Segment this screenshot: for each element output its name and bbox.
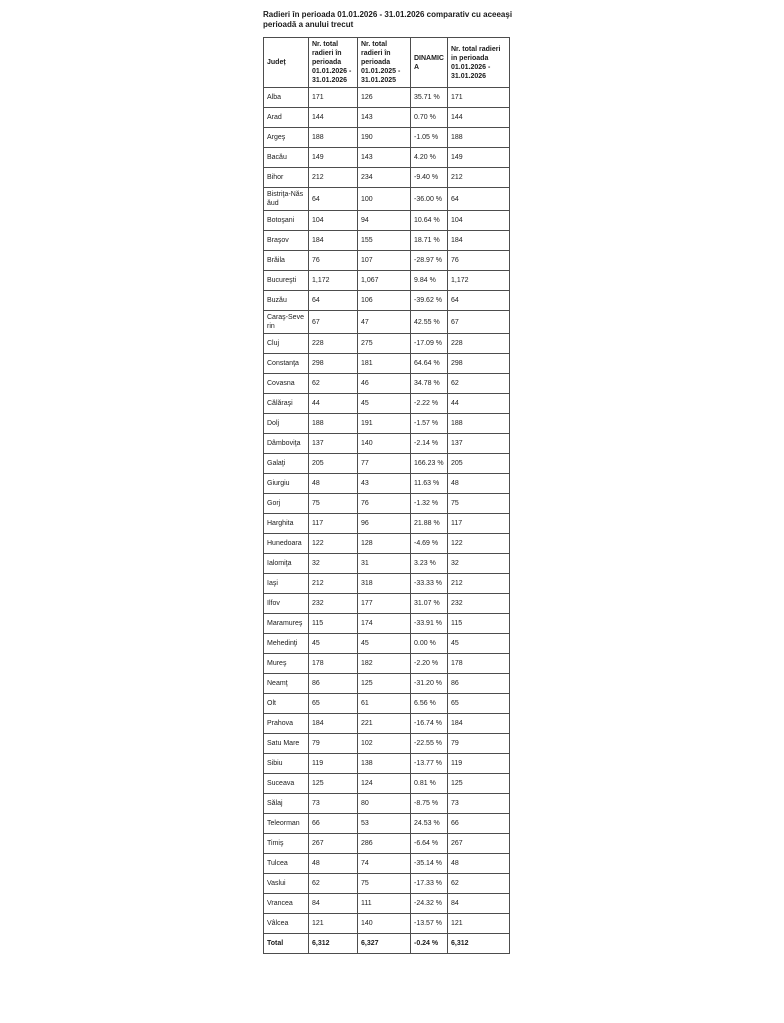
value-cell: 84 <box>309 894 358 914</box>
value-cell: 4.20 % <box>411 148 448 168</box>
value-cell: 184 <box>309 231 358 251</box>
column-header-1: Nr. total radieri în perioada 01.01.2026 - 31.01.2026 <box>309 38 358 88</box>
table-row <box>264 814 510 834</box>
value-cell: 188 <box>448 128 510 148</box>
table-row <box>264 874 510 894</box>
county-cell: Cluj <box>264 334 309 354</box>
value-cell: 64.64 % <box>411 354 448 374</box>
value-cell: 178 <box>448 654 510 674</box>
value-cell: -33.91 % <box>411 614 448 634</box>
value-cell: 6,312 <box>448 934 510 954</box>
value-cell: 66 <box>448 814 510 834</box>
value-cell: 66 <box>309 814 358 834</box>
county-cell: Vâlcea <box>264 914 309 934</box>
value-cell: 212 <box>309 574 358 594</box>
county-cell: Timiş <box>264 834 309 854</box>
table-row <box>264 674 510 694</box>
value-cell: -1.32 % <box>411 494 448 514</box>
value-cell: 67 <box>309 311 358 334</box>
table-row <box>264 574 510 594</box>
value-cell: 121 <box>448 914 510 934</box>
county-cell: Teleorman <box>264 814 309 834</box>
value-cell: 267 <box>448 834 510 854</box>
value-cell: 9.84 % <box>411 271 448 291</box>
value-cell: -2.14 % <box>411 434 448 454</box>
table-row <box>264 354 510 374</box>
table-row <box>264 594 510 614</box>
value-cell: 298 <box>309 354 358 374</box>
value-cell: 3.23 % <box>411 554 448 574</box>
value-cell: 122 <box>309 534 358 554</box>
value-cell: 188 <box>309 128 358 148</box>
value-cell: 77 <box>358 454 411 474</box>
value-cell: 124 <box>358 774 411 794</box>
county-cell: Braşov <box>264 231 309 251</box>
value-cell: 212 <box>448 168 510 188</box>
value-cell: 18.71 % <box>411 231 448 251</box>
table-row <box>264 854 510 874</box>
value-cell: 171 <box>309 88 358 108</box>
county-cell: Buzău <box>264 291 309 311</box>
value-cell: 0.70 % <box>411 108 448 128</box>
value-cell: 104 <box>448 211 510 231</box>
value-cell: 122 <box>448 534 510 554</box>
county-cell: Total <box>264 934 309 954</box>
column-header-2: Nr. total radieri în perioada 01.01.2025 - 31.01.2025 <box>358 38 411 88</box>
county-cell: Iaşi <box>264 574 309 594</box>
value-cell: 62 <box>448 874 510 894</box>
county-cell: Botoşani <box>264 211 309 231</box>
value-cell: 174 <box>358 614 411 634</box>
value-cell: 143 <box>358 148 411 168</box>
table-row <box>264 311 510 334</box>
value-cell: 75 <box>448 494 510 514</box>
value-cell: -13.77 % <box>411 754 448 774</box>
value-cell: 212 <box>309 168 358 188</box>
table-row <box>264 474 510 494</box>
value-cell: 11.63 % <box>411 474 448 494</box>
value-cell: 62 <box>448 374 510 394</box>
county-cell: Argeş <box>264 128 309 148</box>
value-cell: -33.33 % <box>411 574 448 594</box>
value-cell: 137 <box>448 434 510 454</box>
county-cell: Olt <box>264 694 309 714</box>
table-row <box>264 494 510 514</box>
value-cell: -1.57 % <box>411 414 448 434</box>
table-row <box>264 554 510 574</box>
county-cell: Bucureşti <box>264 271 309 291</box>
value-cell: 74 <box>358 854 411 874</box>
value-cell: 181 <box>358 354 411 374</box>
value-cell: 100 <box>358 188 411 211</box>
value-cell: 234 <box>358 168 411 188</box>
value-cell: 32 <box>448 554 510 574</box>
value-cell: 79 <box>309 734 358 754</box>
value-cell: 117 <box>309 514 358 534</box>
value-cell: 43 <box>358 474 411 494</box>
county-cell: Galaţi <box>264 454 309 474</box>
header-row <box>264 38 510 88</box>
value-cell: -36.00 % <box>411 188 448 211</box>
value-cell: 144 <box>309 108 358 128</box>
value-cell: 46 <box>358 374 411 394</box>
value-cell: 0.81 % <box>411 774 448 794</box>
county-cell: Dolj <box>264 414 309 434</box>
value-cell: 125 <box>448 774 510 794</box>
value-cell: 138 <box>358 754 411 774</box>
value-cell: 94 <box>358 211 411 231</box>
table-row <box>264 534 510 554</box>
value-cell: 6,312 <box>309 934 358 954</box>
value-cell: -4.69 % <box>411 534 448 554</box>
value-cell: 45 <box>358 394 411 414</box>
value-cell: -8.75 % <box>411 794 448 814</box>
county-cell: Bihor <box>264 168 309 188</box>
value-cell: 48 <box>309 854 358 874</box>
value-cell: 318 <box>358 574 411 594</box>
total-row <box>264 934 510 954</box>
value-cell: -2.20 % <box>411 654 448 674</box>
value-cell: 232 <box>309 594 358 614</box>
county-cell: Ilfov <box>264 594 309 614</box>
county-cell: Brăila <box>264 251 309 271</box>
table-row <box>264 894 510 914</box>
value-cell: 128 <box>358 534 411 554</box>
county-cell: Dâmboviţa <box>264 434 309 454</box>
value-cell: 190 <box>358 128 411 148</box>
value-cell: 31 <box>358 554 411 574</box>
value-cell: -6.64 % <box>411 834 448 854</box>
value-cell: 48 <box>448 474 510 494</box>
value-cell: 184 <box>448 714 510 734</box>
county-cell: Satu Mare <box>264 734 309 754</box>
value-cell: 144 <box>448 108 510 128</box>
report-page <box>263 10 515 954</box>
value-cell: 62 <box>309 374 358 394</box>
county-cell: Sălaj <box>264 794 309 814</box>
value-cell: 1,172 <box>448 271 510 291</box>
value-cell: 32 <box>309 554 358 574</box>
value-cell: 191 <box>358 414 411 434</box>
county-cell: Sibiu <box>264 754 309 774</box>
value-cell: 48 <box>309 474 358 494</box>
value-cell: 126 <box>358 88 411 108</box>
value-cell: 143 <box>358 108 411 128</box>
value-cell: 286 <box>358 834 411 854</box>
value-cell: 86 <box>448 674 510 694</box>
table-row <box>264 211 510 231</box>
county-cell: Neamţ <box>264 674 309 694</box>
value-cell: 104 <box>309 211 358 231</box>
value-cell: 0.00 % <box>411 634 448 654</box>
value-cell: 125 <box>358 674 411 694</box>
value-cell: 119 <box>448 754 510 774</box>
value-cell: 184 <box>448 231 510 251</box>
report-title: Radieri în perioada 01.01.2026 - 31.01.2026 comparativ cu aceeaşi perioadă a anului trecut <box>263 10 513 29</box>
value-cell: 1,172 <box>309 271 358 291</box>
table-row <box>264 614 510 634</box>
table-row <box>264 434 510 454</box>
value-cell: 21.88 % <box>411 514 448 534</box>
county-cell: Gorj <box>264 494 309 514</box>
value-cell: 107 <box>358 251 411 271</box>
value-cell: 137 <box>309 434 358 454</box>
value-cell: 65 <box>309 694 358 714</box>
value-cell: 64 <box>448 188 510 211</box>
value-cell: 44 <box>309 394 358 414</box>
table-row <box>264 188 510 211</box>
table-row <box>264 914 510 934</box>
value-cell: 188 <box>309 414 358 434</box>
county-cell: Maramureş <box>264 614 309 634</box>
column-header-4: Nr. total radieri in perioada 01.01.2026 - 31.01.2026 <box>448 38 510 88</box>
county-cell: Covasna <box>264 374 309 394</box>
value-cell: -24.32 % <box>411 894 448 914</box>
county-cell: Harghita <box>264 514 309 534</box>
value-cell: -17.33 % <box>411 874 448 894</box>
value-cell: 267 <box>309 834 358 854</box>
value-cell: 45 <box>448 634 510 654</box>
table-row <box>264 128 510 148</box>
value-cell: 24.53 % <box>411 814 448 834</box>
value-cell: -1.05 % <box>411 128 448 148</box>
value-cell: 64 <box>448 291 510 311</box>
county-cell: Suceava <box>264 774 309 794</box>
table-row <box>264 734 510 754</box>
value-cell: 178 <box>309 654 358 674</box>
table-row <box>264 108 510 128</box>
table-row <box>264 231 510 251</box>
county-cell: Ialomiţa <box>264 554 309 574</box>
value-cell: 275 <box>358 334 411 354</box>
value-cell: 34.78 % <box>411 374 448 394</box>
county-cell: Giurgiu <box>264 474 309 494</box>
value-cell: 6.56 % <box>411 694 448 714</box>
value-cell: -35.14 % <box>411 854 448 874</box>
value-cell: 73 <box>448 794 510 814</box>
value-cell: 45 <box>358 634 411 654</box>
value-cell: 212 <box>448 574 510 594</box>
value-cell: 1,067 <box>358 271 411 291</box>
value-cell: 205 <box>448 454 510 474</box>
value-cell: -17.09 % <box>411 334 448 354</box>
value-cell: 42.55 % <box>411 311 448 334</box>
value-cell: 221 <box>358 714 411 734</box>
table-row <box>264 334 510 354</box>
table-row <box>264 694 510 714</box>
radieri-table <box>263 37 510 954</box>
value-cell: 106 <box>358 291 411 311</box>
value-cell: 61 <box>358 694 411 714</box>
value-cell: 84 <box>448 894 510 914</box>
table-row <box>264 374 510 394</box>
value-cell: -2.22 % <box>411 394 448 414</box>
value-cell: 75 <box>358 874 411 894</box>
value-cell: 149 <box>448 148 510 168</box>
value-cell: 86 <box>309 674 358 694</box>
value-cell: 35.71 % <box>411 88 448 108</box>
value-cell: -13.57 % <box>411 914 448 934</box>
value-cell: 140 <box>358 434 411 454</box>
value-cell: 117 <box>448 514 510 534</box>
county-cell: Alba <box>264 88 309 108</box>
table-row <box>264 834 510 854</box>
county-cell: Caraş-Severin <box>264 311 309 334</box>
value-cell: 73 <box>309 794 358 814</box>
table-row <box>264 168 510 188</box>
table-row <box>264 271 510 291</box>
value-cell: -22.55 % <box>411 734 448 754</box>
value-cell: 166.23 % <box>411 454 448 474</box>
table-row <box>264 794 510 814</box>
county-cell: Mureş <box>264 654 309 674</box>
value-cell: 182 <box>358 654 411 674</box>
county-cell: Bistriţa-Năsăud <box>264 188 309 211</box>
table-row <box>264 251 510 271</box>
value-cell: 149 <box>309 148 358 168</box>
county-cell: Mehedinţi <box>264 634 309 654</box>
value-cell: -28.97 % <box>411 251 448 271</box>
county-cell: Vaslui <box>264 874 309 894</box>
county-cell: Călăraşi <box>264 394 309 414</box>
county-cell: Arad <box>264 108 309 128</box>
value-cell: 102 <box>358 734 411 754</box>
value-cell: 115 <box>448 614 510 634</box>
county-cell: Hunedoara <box>264 534 309 554</box>
value-cell: 45 <box>309 634 358 654</box>
county-cell: Vrancea <box>264 894 309 914</box>
table-row <box>264 414 510 434</box>
value-cell: 119 <box>309 754 358 774</box>
value-cell: 64 <box>309 291 358 311</box>
county-cell: Prahova <box>264 714 309 734</box>
table-row <box>264 291 510 311</box>
value-cell: 10.64 % <box>411 211 448 231</box>
value-cell: 298 <box>448 354 510 374</box>
value-cell: 184 <box>309 714 358 734</box>
value-cell: -39.62 % <box>411 291 448 311</box>
value-cell: 64 <box>309 188 358 211</box>
value-cell: 125 <box>309 774 358 794</box>
value-cell: 67 <box>448 311 510 334</box>
table-row <box>264 514 510 534</box>
value-cell: 96 <box>358 514 411 534</box>
column-header-3: DINAMICA <box>411 38 448 88</box>
table-row <box>264 654 510 674</box>
county-cell: Constanţa <box>264 354 309 374</box>
table-row <box>264 714 510 734</box>
value-cell: -9.40 % <box>411 168 448 188</box>
table-row <box>264 754 510 774</box>
value-cell: 232 <box>448 594 510 614</box>
value-cell: -16.74 % <box>411 714 448 734</box>
value-cell: 188 <box>448 414 510 434</box>
value-cell: 140 <box>358 914 411 934</box>
table-row <box>264 88 510 108</box>
value-cell: 62 <box>309 874 358 894</box>
value-cell: 44 <box>448 394 510 414</box>
county-cell: Tulcea <box>264 854 309 874</box>
value-cell: 76 <box>448 251 510 271</box>
column-header-0: Județ <box>264 38 309 88</box>
value-cell: 6,327 <box>358 934 411 954</box>
county-cell: Bacău <box>264 148 309 168</box>
value-cell: -31.20 % <box>411 674 448 694</box>
value-cell: 47 <box>358 311 411 334</box>
value-cell: 65 <box>448 694 510 714</box>
value-cell: 48 <box>448 854 510 874</box>
table-row <box>264 634 510 654</box>
value-cell: 171 <box>448 88 510 108</box>
value-cell: 76 <box>358 494 411 514</box>
value-cell: 205 <box>309 454 358 474</box>
value-cell: 177 <box>358 594 411 614</box>
value-cell: 121 <box>309 914 358 934</box>
table-row <box>264 394 510 414</box>
value-cell: 79 <box>448 734 510 754</box>
value-cell: 31.07 % <box>411 594 448 614</box>
value-cell: 111 <box>358 894 411 914</box>
value-cell: 80 <box>358 794 411 814</box>
value-cell: 76 <box>309 251 358 271</box>
table-row <box>264 774 510 794</box>
value-cell: 228 <box>309 334 358 354</box>
value-cell: 115 <box>309 614 358 634</box>
table-body <box>264 88 510 954</box>
value-cell: 228 <box>448 334 510 354</box>
table-row <box>264 454 510 474</box>
value-cell: 53 <box>358 814 411 834</box>
value-cell: 75 <box>309 494 358 514</box>
table-row <box>264 148 510 168</box>
value-cell: -0.24 % <box>411 934 448 954</box>
value-cell: 155 <box>358 231 411 251</box>
